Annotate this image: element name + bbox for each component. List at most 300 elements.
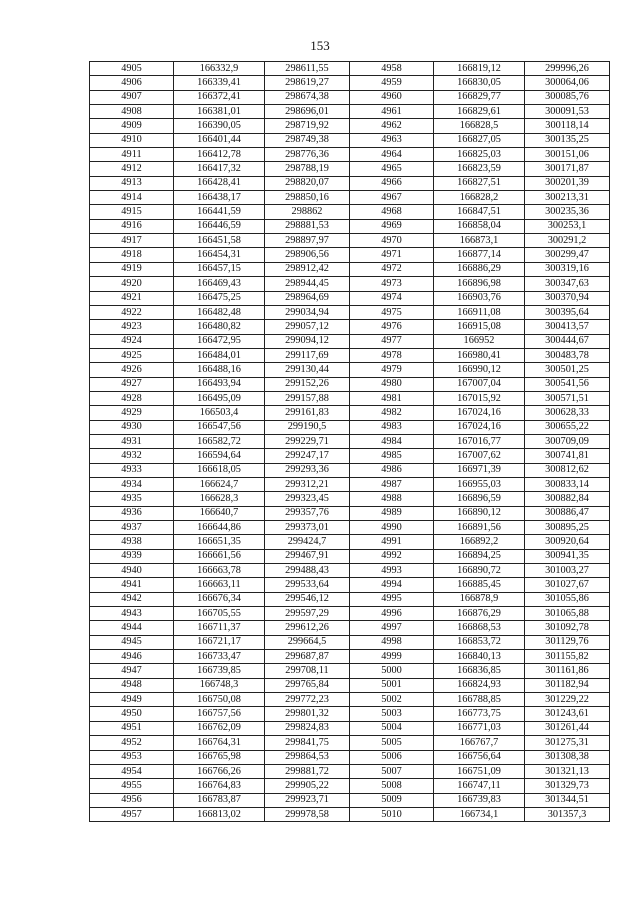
x-coordinate-cell: 166877,14: [434, 248, 525, 262]
point-id-cell: 4990: [350, 521, 434, 535]
y-coordinate-cell: 301129,76: [525, 635, 610, 649]
y-coordinate-cell: 301182,94: [525, 678, 610, 692]
point-id-cell: 4930: [90, 420, 174, 434]
point-id-cell: 4986: [350, 463, 434, 477]
y-coordinate-cell: 299467,91: [265, 549, 350, 563]
y-coordinate-cell: 299157,88: [265, 391, 350, 405]
table-row: [90, 420, 610, 434]
point-id-cell: 4931: [90, 434, 174, 448]
x-coordinate-cell: 166624,7: [174, 477, 265, 491]
point-id-cell: 4929: [90, 406, 174, 420]
x-coordinate-cell: 166751,09: [434, 764, 525, 778]
point-id-cell: 4950: [90, 707, 174, 721]
x-coordinate-cell: 166457,15: [174, 262, 265, 276]
y-coordinate-cell: 299357,76: [265, 506, 350, 520]
y-coordinate-cell: 301092,78: [525, 621, 610, 635]
x-coordinate-cell: 166894,25: [434, 549, 525, 563]
y-coordinate-cell: 300299,47: [525, 248, 610, 262]
x-coordinate-cell: 166757,56: [174, 707, 265, 721]
table-row: [90, 320, 610, 334]
point-id-cell: 4936: [90, 506, 174, 520]
y-coordinate-cell: 300833,14: [525, 477, 610, 491]
point-id-cell: 4925: [90, 348, 174, 362]
point-id-cell: 4958: [350, 62, 434, 76]
x-coordinate-cell: 166767,7: [434, 736, 525, 750]
x-coordinate-cell: 166788,85: [434, 693, 525, 707]
point-id-cell: 4965: [350, 162, 434, 176]
table-row: [90, 535, 610, 549]
x-coordinate-cell: 166830,05: [434, 76, 525, 90]
y-coordinate-cell: 299161,83: [265, 406, 350, 420]
point-id-cell: 4946: [90, 650, 174, 664]
y-coordinate-cell: 300347,63: [525, 277, 610, 291]
x-coordinate-cell: 166773,75: [434, 707, 525, 721]
x-coordinate-cell: 167007,62: [434, 449, 525, 463]
table-row: [90, 578, 610, 592]
y-coordinate-cell: 300413,57: [525, 320, 610, 334]
table-row: [90, 506, 610, 520]
point-id-cell: 4943: [90, 607, 174, 621]
point-id-cell: 4996: [350, 607, 434, 621]
y-coordinate-cell: 300395,64: [525, 305, 610, 319]
table-row: [90, 76, 610, 90]
x-coordinate-cell: 166332,9: [174, 62, 265, 76]
y-coordinate-cell: 301003,27: [525, 564, 610, 578]
y-coordinate-cell: 300319,16: [525, 262, 610, 276]
y-coordinate-cell: 299293,36: [265, 463, 350, 477]
x-coordinate-cell: 166828,5: [434, 119, 525, 133]
y-coordinate-cell: 301308,38: [525, 750, 610, 764]
y-coordinate-cell: 298964,69: [265, 291, 350, 305]
y-coordinate-cell: 299094,12: [265, 334, 350, 348]
table-row: [90, 363, 610, 377]
x-coordinate-cell: 166829,61: [434, 105, 525, 119]
point-id-cell: 4976: [350, 320, 434, 334]
point-id-cell: 4916: [90, 219, 174, 233]
x-coordinate-cell: 166739,85: [174, 664, 265, 678]
y-coordinate-cell: 298749,38: [265, 133, 350, 147]
point-id-cell: 4932: [90, 449, 174, 463]
point-id-cell: 4954: [90, 764, 174, 778]
table-row: [90, 449, 610, 463]
y-coordinate-cell: 300920,64: [525, 535, 610, 549]
table-row: [90, 133, 610, 147]
x-coordinate-cell: 166952: [434, 334, 525, 348]
table-row: [90, 176, 610, 190]
point-id-cell: 4959: [350, 76, 434, 90]
x-coordinate-cell: 166644,86: [174, 521, 265, 535]
x-coordinate-cell: 166428,41: [174, 176, 265, 190]
y-coordinate-cell: 301243,61: [525, 707, 610, 721]
x-coordinate-cell: 166876,29: [434, 607, 525, 621]
x-coordinate-cell: 166955,03: [434, 477, 525, 491]
x-coordinate-cell: 166734,1: [434, 807, 525, 821]
x-coordinate-cell: 166813,02: [174, 807, 265, 821]
x-coordinate-cell: 166441,59: [174, 205, 265, 219]
y-coordinate-cell: 300213,31: [525, 191, 610, 205]
x-coordinate-cell: 166892,2: [434, 535, 525, 549]
y-coordinate-cell: 300709,09: [525, 434, 610, 448]
y-coordinate-cell: 299801,32: [265, 707, 350, 721]
point-id-cell: 4921: [90, 291, 174, 305]
y-coordinate-cell: 298897,97: [265, 234, 350, 248]
y-coordinate-cell: 300253,1: [525, 219, 610, 233]
x-coordinate-cell: 167024,16: [434, 420, 525, 434]
x-coordinate-cell: 166828,2: [434, 191, 525, 205]
y-coordinate-cell: 299905,22: [265, 779, 350, 793]
x-coordinate-cell: 166765,98: [174, 750, 265, 764]
point-id-cell: 4960: [350, 90, 434, 104]
y-coordinate-cell: 298881,53: [265, 219, 350, 233]
y-coordinate-cell: 299772,23: [265, 693, 350, 707]
coordinates-table-body: [90, 62, 610, 822]
point-id-cell: 4928: [90, 391, 174, 405]
x-coordinate-cell: 166915,08: [434, 320, 525, 334]
y-coordinate-cell: 299708,11: [265, 664, 350, 678]
table-row: [90, 291, 610, 305]
x-coordinate-cell: 166417,32: [174, 162, 265, 176]
table-row: [90, 607, 610, 621]
x-coordinate-cell: 166651,35: [174, 535, 265, 549]
table-row: [90, 262, 610, 276]
x-coordinate-cell: 166488,16: [174, 363, 265, 377]
table-row: [90, 477, 610, 491]
point-id-cell: 5001: [350, 678, 434, 692]
x-coordinate-cell: 166885,45: [434, 578, 525, 592]
table-row: [90, 650, 610, 664]
point-id-cell: 5008: [350, 779, 434, 793]
x-coordinate-cell: 166484,01: [174, 348, 265, 362]
table-row: [90, 707, 610, 721]
y-coordinate-cell: 300171,87: [525, 162, 610, 176]
x-coordinate-cell: 166836,85: [434, 664, 525, 678]
x-coordinate-cell: 166663,78: [174, 564, 265, 578]
point-id-cell: 4993: [350, 564, 434, 578]
point-id-cell: 4939: [90, 549, 174, 563]
y-coordinate-cell: 299687,87: [265, 650, 350, 664]
table-row: [90, 721, 610, 735]
point-id-cell: 4915: [90, 205, 174, 219]
y-coordinate-cell: 300091,53: [525, 105, 610, 119]
y-coordinate-cell: 301275,31: [525, 736, 610, 750]
table-row: [90, 664, 610, 678]
y-coordinate-cell: 301055,86: [525, 592, 610, 606]
table-row: [90, 248, 610, 262]
point-id-cell: 4968: [350, 205, 434, 219]
x-coordinate-cell: 166480,82: [174, 320, 265, 334]
point-id-cell: 4956: [90, 793, 174, 807]
x-coordinate-cell: 166412,78: [174, 148, 265, 162]
x-coordinate-cell: 166825,03: [434, 148, 525, 162]
y-coordinate-cell: 299881,72: [265, 764, 350, 778]
table-row: [90, 348, 610, 362]
point-id-cell: 4998: [350, 635, 434, 649]
x-coordinate-cell: 166980,41: [434, 348, 525, 362]
y-coordinate-cell: 300571,51: [525, 391, 610, 405]
y-coordinate-cell: 299824,83: [265, 721, 350, 735]
y-coordinate-cell: 299923,71: [265, 793, 350, 807]
x-coordinate-cell: 167007,04: [434, 377, 525, 391]
point-id-cell: 4983: [350, 420, 434, 434]
x-coordinate-cell: 166819,12: [434, 62, 525, 76]
point-id-cell: 4924: [90, 334, 174, 348]
point-id-cell: 4969: [350, 219, 434, 233]
x-coordinate-cell: 167024,16: [434, 406, 525, 420]
y-coordinate-cell: 300151,06: [525, 148, 610, 162]
y-coordinate-cell: 299533,64: [265, 578, 350, 592]
point-id-cell: 5009: [350, 793, 434, 807]
point-id-cell: 4906: [90, 76, 174, 90]
point-id-cell: 4989: [350, 506, 434, 520]
x-coordinate-cell: 166438,17: [174, 191, 265, 205]
point-id-cell: 4942: [90, 592, 174, 606]
x-coordinate-cell: 166766,26: [174, 764, 265, 778]
x-coordinate-cell: 166711,37: [174, 621, 265, 635]
y-coordinate-cell: 300886,47: [525, 506, 610, 520]
y-coordinate-cell: 299057,12: [265, 320, 350, 334]
point-id-cell: 4935: [90, 492, 174, 506]
point-id-cell: 4973: [350, 277, 434, 291]
x-coordinate-cell: 166896,98: [434, 277, 525, 291]
y-coordinate-cell: 300741,81: [525, 449, 610, 463]
x-coordinate-cell: 166469,43: [174, 277, 265, 291]
x-coordinate-cell: 166547,56: [174, 420, 265, 434]
point-id-cell: 4937: [90, 521, 174, 535]
table-row: [90, 277, 610, 291]
point-id-cell: 4995: [350, 592, 434, 606]
y-coordinate-cell: 299765,84: [265, 678, 350, 692]
point-id-cell: 4981: [350, 391, 434, 405]
point-id-cell: 4914: [90, 191, 174, 205]
point-id-cell: 4919: [90, 262, 174, 276]
table-row: [90, 592, 610, 606]
table-row: [90, 779, 610, 793]
y-coordinate-cell: 300235,36: [525, 205, 610, 219]
x-coordinate-cell: 166903,76: [434, 291, 525, 305]
point-id-cell: 4905: [90, 62, 174, 76]
y-coordinate-cell: 301027,67: [525, 578, 610, 592]
table-row: [90, 377, 610, 391]
x-coordinate-cell: 166454,31: [174, 248, 265, 262]
table-row: [90, 564, 610, 578]
point-id-cell: 4955: [90, 779, 174, 793]
point-id-cell: 4987: [350, 477, 434, 491]
y-coordinate-cell: 301161,86: [525, 664, 610, 678]
x-coordinate-cell: 166971,39: [434, 463, 525, 477]
y-coordinate-cell: 301229,22: [525, 693, 610, 707]
y-coordinate-cell: 299034,94: [265, 305, 350, 319]
y-coordinate-cell: 299841,75: [265, 736, 350, 750]
y-coordinate-cell: 300655,22: [525, 420, 610, 434]
table-row: [90, 793, 610, 807]
x-coordinate-cell: 166771,03: [434, 721, 525, 735]
y-coordinate-cell: 300118,14: [525, 119, 610, 133]
point-id-cell: 4927: [90, 377, 174, 391]
y-coordinate-cell: 298906,56: [265, 248, 350, 262]
x-coordinate-cell: 166750,08: [174, 693, 265, 707]
y-coordinate-cell: 300483,78: [525, 348, 610, 362]
x-coordinate-cell: 166503,4: [174, 406, 265, 420]
x-coordinate-cell: 166390,05: [174, 119, 265, 133]
point-id-cell: 4944: [90, 621, 174, 635]
x-coordinate-cell: 166748,3: [174, 678, 265, 692]
y-coordinate-cell: 299488,43: [265, 564, 350, 578]
point-id-cell: 4934: [90, 477, 174, 491]
y-coordinate-cell: 300370,94: [525, 291, 610, 305]
point-id-cell: 4940: [90, 564, 174, 578]
point-id-cell: 4982: [350, 406, 434, 420]
x-coordinate-cell: 166896,59: [434, 492, 525, 506]
point-id-cell: 4907: [90, 90, 174, 104]
point-id-cell: 4947: [90, 664, 174, 678]
y-coordinate-cell: 300135,25: [525, 133, 610, 147]
point-id-cell: 4926: [90, 363, 174, 377]
point-id-cell: 4920: [90, 277, 174, 291]
point-id-cell: 4971: [350, 248, 434, 262]
point-id-cell: 4977: [350, 334, 434, 348]
y-coordinate-cell: 300064,06: [525, 76, 610, 90]
y-coordinate-cell: 299247,17: [265, 449, 350, 463]
point-id-cell: 4908: [90, 105, 174, 119]
x-coordinate-cell: 166764,83: [174, 779, 265, 793]
y-coordinate-cell: 301155,82: [525, 650, 610, 664]
point-id-cell: 4988: [350, 492, 434, 506]
y-coordinate-cell: 299424,7: [265, 535, 350, 549]
y-coordinate-cell: 298611,55: [265, 62, 350, 76]
y-coordinate-cell: 300628,33: [525, 406, 610, 420]
y-coordinate-cell: 299664,5: [265, 635, 350, 649]
y-coordinate-cell: 300444,67: [525, 334, 610, 348]
point-id-cell: 4952: [90, 736, 174, 750]
y-coordinate-cell: 298619,27: [265, 76, 350, 90]
y-coordinate-cell: 299546,12: [265, 592, 350, 606]
y-coordinate-cell: 298850,16: [265, 191, 350, 205]
x-coordinate-cell: 166372,41: [174, 90, 265, 104]
y-coordinate-cell: 299312,21: [265, 477, 350, 491]
x-coordinate-cell: 166827,05: [434, 133, 525, 147]
point-id-cell: 4917: [90, 234, 174, 248]
y-coordinate-cell: 301344,51: [525, 793, 610, 807]
x-coordinate-cell: 166733,47: [174, 650, 265, 664]
point-id-cell: 4992: [350, 549, 434, 563]
point-id-cell: 4933: [90, 463, 174, 477]
y-coordinate-cell: 300541,56: [525, 377, 610, 391]
point-id-cell: 4909: [90, 119, 174, 133]
point-id-cell: 4951: [90, 721, 174, 735]
y-coordinate-cell: 298776,36: [265, 148, 350, 162]
x-coordinate-cell: 166721,17: [174, 635, 265, 649]
x-coordinate-cell: 166756,64: [434, 750, 525, 764]
table-row: [90, 305, 610, 319]
x-coordinate-cell: 166381,01: [174, 105, 265, 119]
y-coordinate-cell: 300941,35: [525, 549, 610, 563]
y-coordinate-cell: 299323,45: [265, 492, 350, 506]
x-coordinate-cell: 166824,93: [434, 678, 525, 692]
y-coordinate-cell: 300895,25: [525, 521, 610, 535]
table-row: [90, 162, 610, 176]
x-coordinate-cell: 166847,51: [434, 205, 525, 219]
table-row: [90, 693, 610, 707]
y-coordinate-cell: 300291,2: [525, 234, 610, 248]
x-coordinate-cell: 166451,58: [174, 234, 265, 248]
point-id-cell: 4994: [350, 578, 434, 592]
y-coordinate-cell: 299612,26: [265, 621, 350, 635]
y-coordinate-cell: 301261,44: [525, 721, 610, 735]
x-coordinate-cell: 166886,29: [434, 262, 525, 276]
point-id-cell: 4980: [350, 377, 434, 391]
x-coordinate-cell: 166858,04: [434, 219, 525, 233]
x-coordinate-cell: 166582,72: [174, 434, 265, 448]
x-coordinate-cell: 166990,12: [434, 363, 525, 377]
x-coordinate-cell: 166829,77: [434, 90, 525, 104]
point-id-cell: 4910: [90, 133, 174, 147]
x-coordinate-cell: 166628,3: [174, 492, 265, 506]
table-row: [90, 463, 610, 477]
point-id-cell: 4953: [90, 750, 174, 764]
point-id-cell: 4912: [90, 162, 174, 176]
point-id-cell: 5005: [350, 736, 434, 750]
y-coordinate-cell: 301065,88: [525, 607, 610, 621]
x-coordinate-cell: 166890,12: [434, 506, 525, 520]
point-id-cell: 4966: [350, 176, 434, 190]
x-coordinate-cell: 166618,05: [174, 463, 265, 477]
point-id-cell: 4957: [90, 807, 174, 821]
table-row: [90, 621, 610, 635]
table-row: [90, 750, 610, 764]
x-coordinate-cell: 166783,87: [174, 793, 265, 807]
y-coordinate-cell: 299190,5: [265, 420, 350, 434]
x-coordinate-cell: 166676,34: [174, 592, 265, 606]
x-coordinate-cell: 166840,13: [434, 650, 525, 664]
page-number: 153: [310, 38, 330, 53]
table-row: [90, 521, 610, 535]
point-id-cell: 4949: [90, 693, 174, 707]
point-id-cell: 5003: [350, 707, 434, 721]
point-id-cell: 4922: [90, 305, 174, 319]
y-coordinate-cell: 301357,3: [525, 807, 610, 821]
point-id-cell: 4972: [350, 262, 434, 276]
table-row: [90, 334, 610, 348]
x-coordinate-cell: 166911,08: [434, 305, 525, 319]
point-id-cell: 4985: [350, 449, 434, 463]
y-coordinate-cell: 299130,44: [265, 363, 350, 377]
point-id-cell: 5002: [350, 693, 434, 707]
point-id-cell: 4913: [90, 176, 174, 190]
point-id-cell: 4918: [90, 248, 174, 262]
y-coordinate-cell: 298820,07: [265, 176, 350, 190]
x-coordinate-cell: 166640,7: [174, 506, 265, 520]
table-row: [90, 807, 610, 821]
table-row: [90, 205, 610, 219]
point-id-cell: 4997: [350, 621, 434, 635]
table-row: [90, 148, 610, 162]
x-coordinate-cell: 166747,11: [434, 779, 525, 793]
y-coordinate-cell: 298944,45: [265, 277, 350, 291]
point-id-cell: 4911: [90, 148, 174, 162]
x-coordinate-cell: 167015,92: [434, 391, 525, 405]
x-coordinate-cell: 166446,59: [174, 219, 265, 233]
table-row: [90, 549, 610, 563]
y-coordinate-cell: 301329,73: [525, 779, 610, 793]
y-coordinate-cell: 301321,13: [525, 764, 610, 778]
x-coordinate-cell: 166891,56: [434, 521, 525, 535]
x-coordinate-cell: 166827,51: [434, 176, 525, 190]
y-coordinate-cell: 299117,69: [265, 348, 350, 362]
point-id-cell: 4999: [350, 650, 434, 664]
table-row: [90, 234, 610, 248]
table-row: [90, 406, 610, 420]
point-id-cell: 4970: [350, 234, 434, 248]
